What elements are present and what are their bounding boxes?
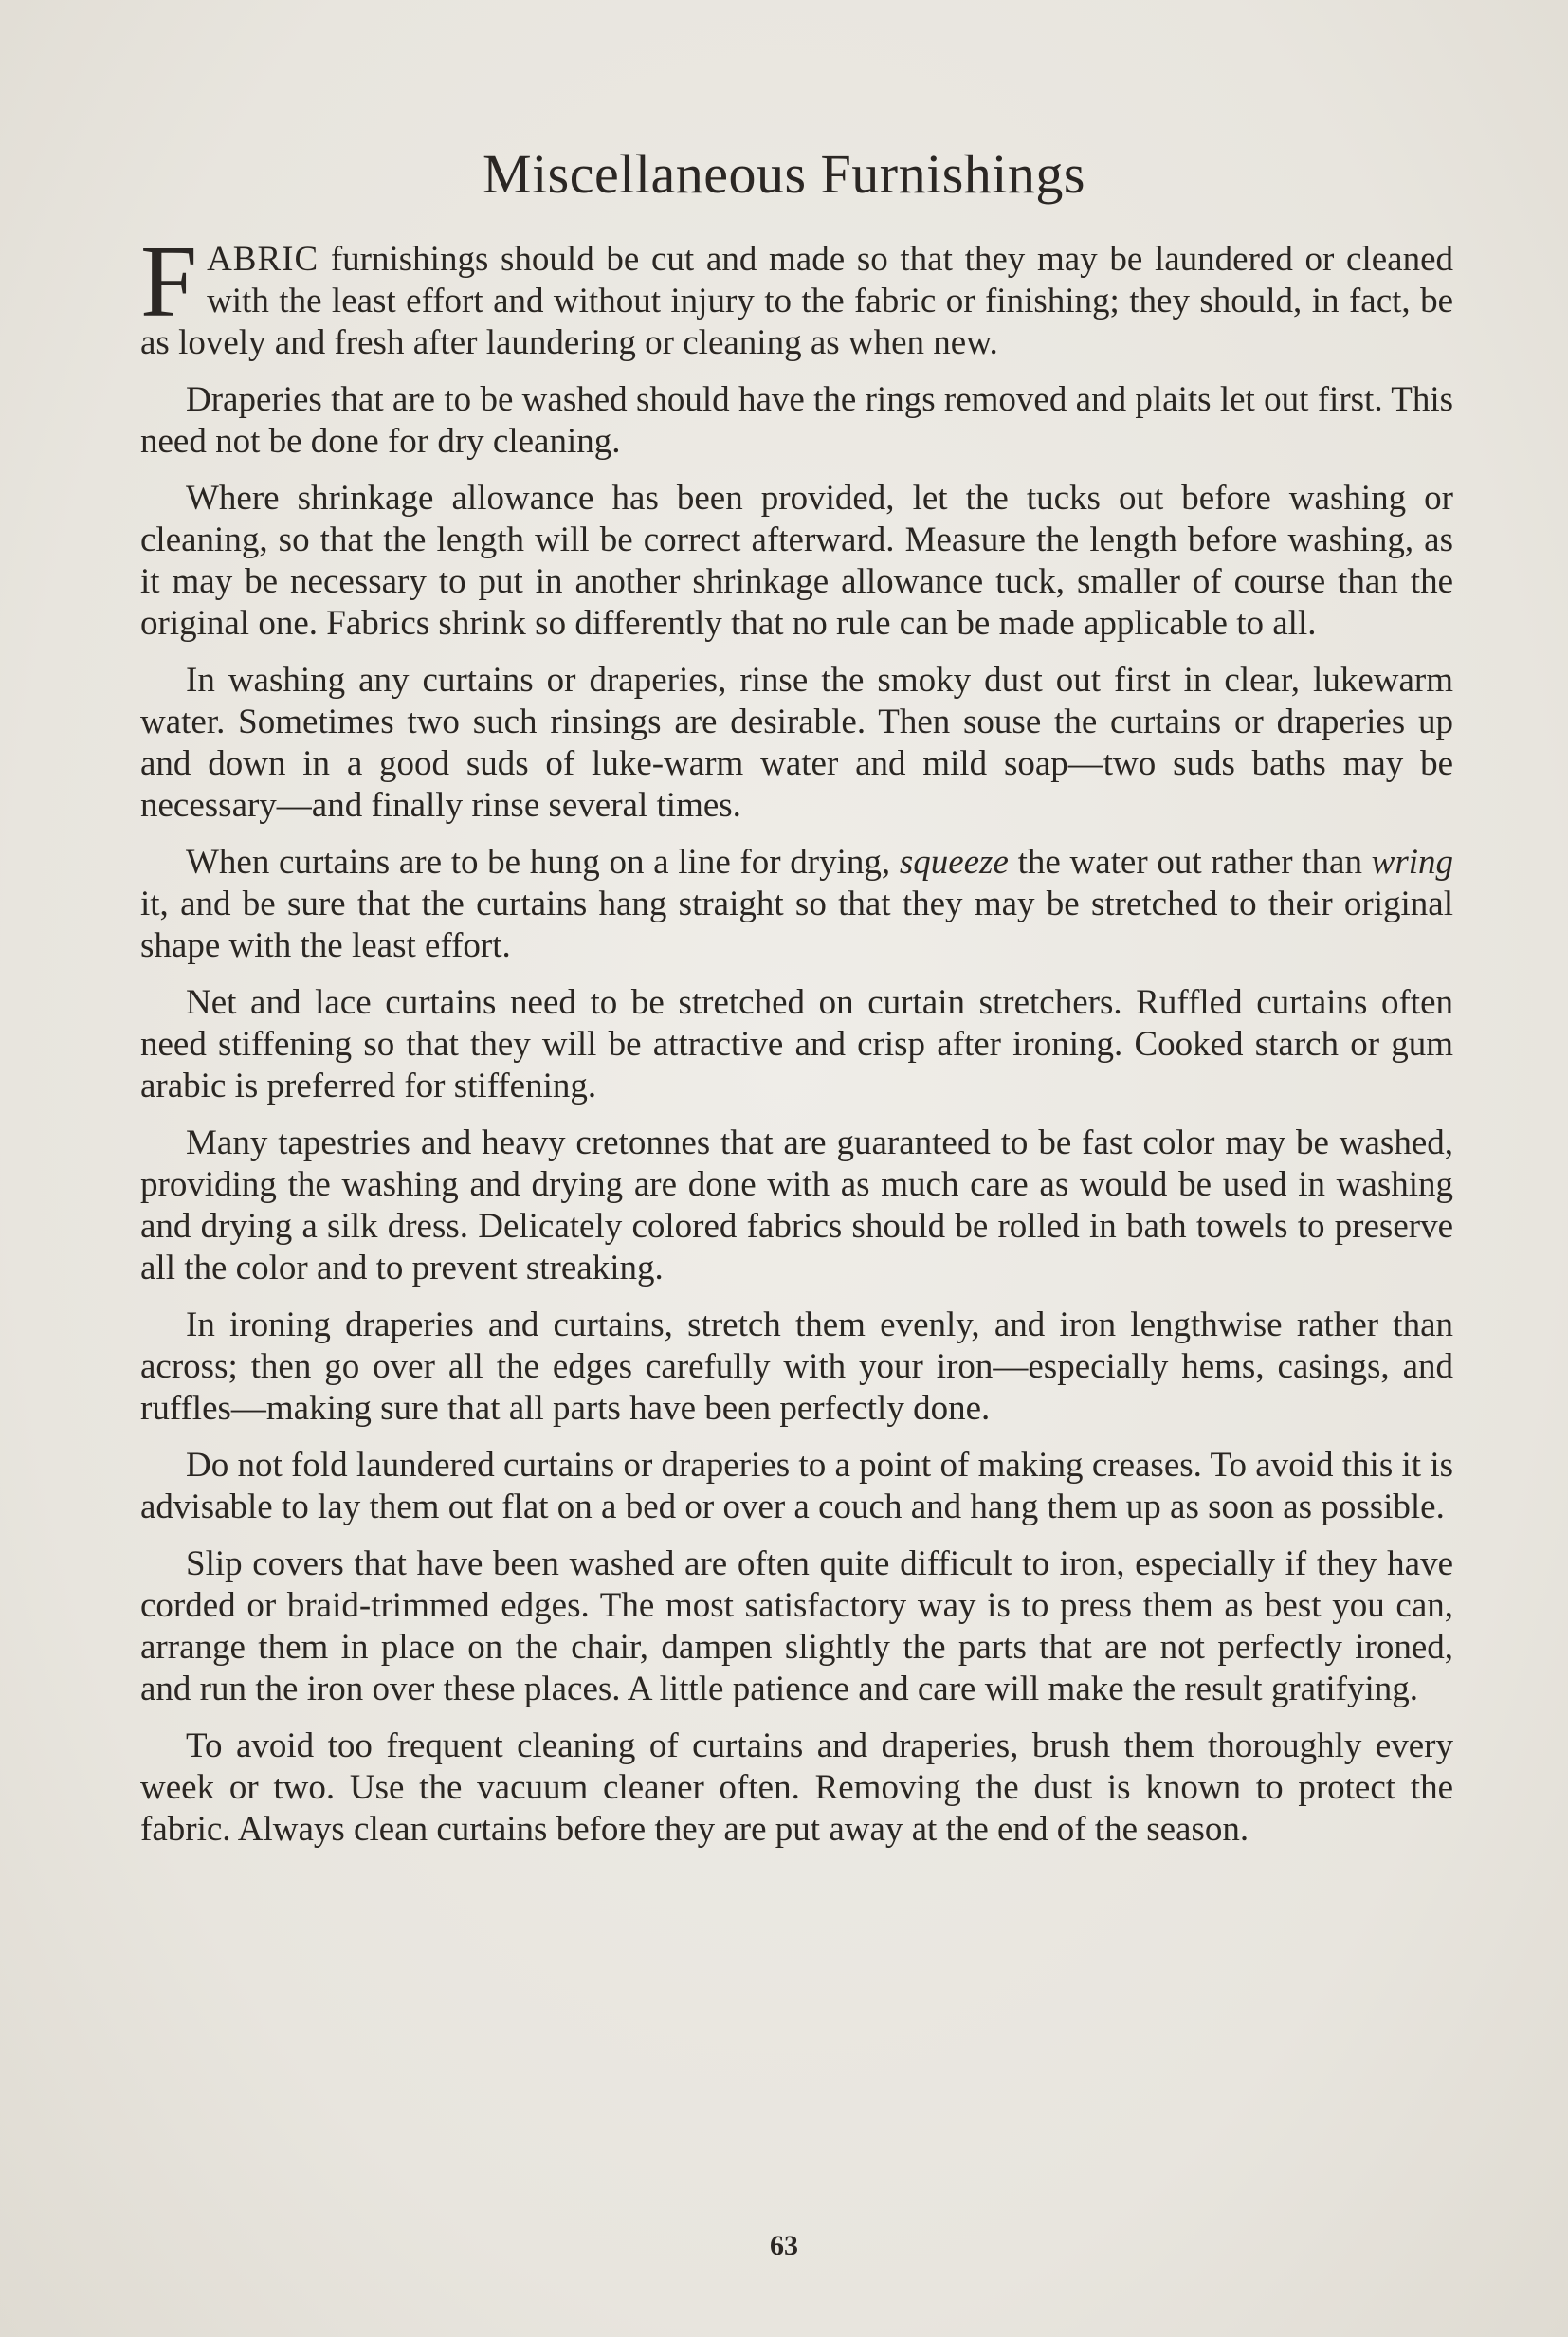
paragraph-3: Where shrinkage allowance has been provided, let the tucks out before washing or cleaning, so that the length will be correct afterward. Measure the length before washing, as it may be necessary to put in another shrinkage allowance tuck, smaller of course than the original one. Fabrics shrink so differently that no rule can be made applicable to all. bbox=[140, 479, 1453, 643]
paragraph-5-part-3: it, and be sure that the curtains hang straight so that they may be stretched to their original shape with the least effort. bbox=[140, 885, 1453, 965]
emphasis-wring: wring bbox=[1371, 843, 1453, 882]
paragraph-1 bbox=[140, 226, 1453, 364]
paragraph-11: To avoid too frequent cleaning of curtains and draperies, brush them thoroughly every week or two. Use the vacuum cleaner often. Removing the dust is known to protect the fabric. Always clean curtains before they are put away at the end of the season. bbox=[140, 1726, 1453, 1849]
page-number: 63 bbox=[770, 2230, 798, 2261]
paragraph-9: Do not fold laundered curtains or draperies to a point of making creases. To avoid this it is advisable to lay them out flat on a bed or over a couch and hang them up as soon as possible. bbox=[140, 1446, 1453, 1526]
emphasis-squeeze: squeeze bbox=[899, 843, 1009, 882]
paragraph-5 bbox=[140, 842, 1453, 967]
paragraph-5-part-2: the water out rather than bbox=[1008, 843, 1372, 882]
paragraph-10: Slip covers that have been washed are often quite difficult to iron, especially if they have corded or braid-trimmed edges. The most satisfactory way is to press them as best you can, arrange them in place on the chair, dampen slightly the parts that are not perfectly ironed, and run the iron over these places. A little patience and care will make the result gratifying. bbox=[140, 1544, 1453, 1708]
paragraph-4: In washing any curtains or draperies, rinse the smoky dust out first in clear, lukewarm water. Sometimes two such rinsings are desirable. Then souse the curtains or draperies up and down in a good suds of luke-warm water and mild soap—two suds baths may be necessary—and finally rinse several times. bbox=[140, 661, 1453, 825]
paragraph-5-part-1: When curtains are to be hung on a line for drying, bbox=[186, 843, 900, 882]
page-title: Miscellaneous Furnishings bbox=[483, 143, 1085, 205]
body-text bbox=[140, 226, 1453, 1866]
paragraph-8: In ironing draperies and curtains, stretch them evenly, and iron lengthwise rather than across; then go over all the edges carefully with your iron—especially hems, casings, and ruffles—making sure that all parts have been perfectly done. bbox=[140, 1305, 1453, 1428]
drop-cap: F bbox=[140, 226, 198, 338]
small-caps-lead: ABRIC bbox=[207, 240, 319, 279]
paragraph-7: Many tapestries and heavy cretonnes that are guaranteed to be fast color may be washed, providing the washing and drying are done with as much care as would be used in washing and drying a silk dress. Delicately colored fabrics should be rolled in bath towels to preserve all the color and to prevent streaking. bbox=[140, 1123, 1453, 1287]
paragraph-6: Net and lace curtains need to be stretched on curtain stretchers. Ruffled curtains often need stiffening so that they will be attractive and crisp after ironing. Cooked starch or gum arabic is preferred for stiffening. bbox=[140, 983, 1453, 1105]
paragraph-2: Draperies that are to be washed should have the rings removed and plaits let out first. This need not be done for dry cleaning. bbox=[140, 380, 1453, 461]
paragraph-1-text: furnishings should be cut and made so that they may be laundered or cleaned with the least effort and without injury to the fabric or finishing; they should, in fact, be as lovely and fresh after laundering or cleaning as when new. bbox=[140, 240, 1453, 362]
